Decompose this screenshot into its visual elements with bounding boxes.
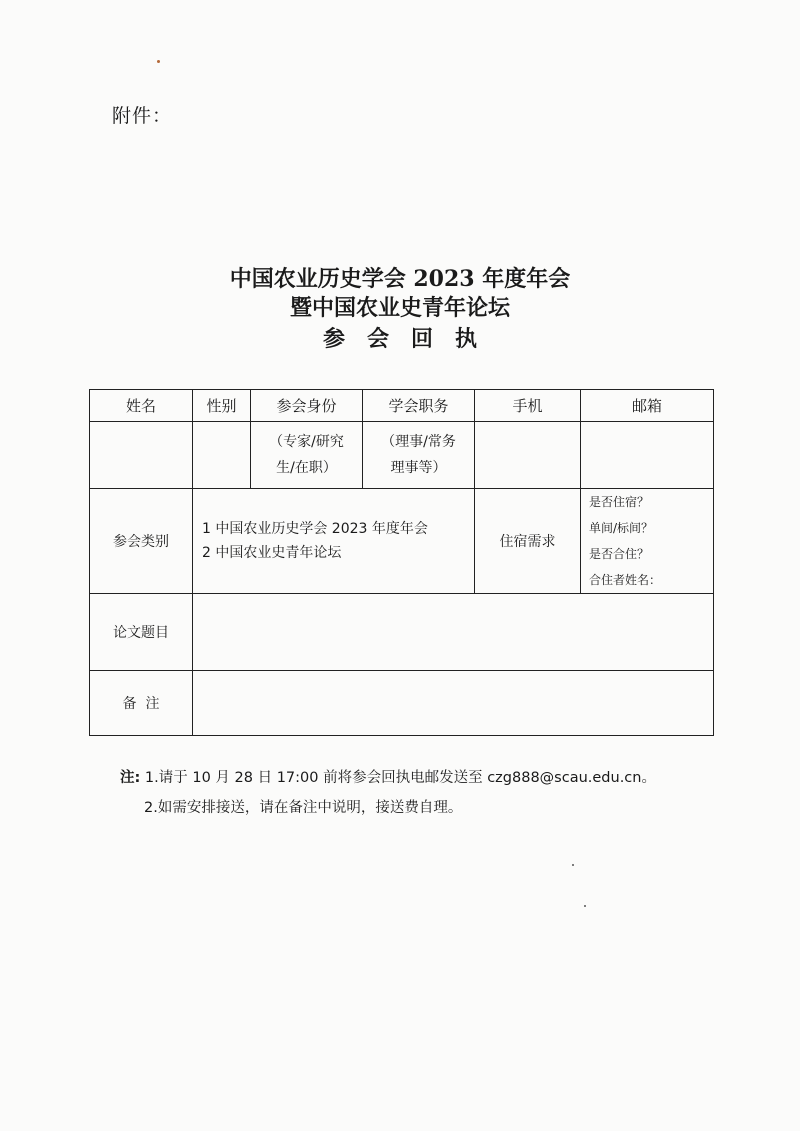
position-hint-line1: （理事/常务 [381,434,456,450]
lodging-question-2: 单间/标间？ [589,521,654,535]
lodging-question-3: 是否合住？ [589,547,650,561]
lodging-question-1: 是否住宿？ [589,495,650,509]
header-email: 邮箱 [581,390,714,422]
category-option-1: 1 中国农业历史学会 2023 年度年会 [202,521,428,537]
scan-speck [572,864,574,866]
registration-form-table [89,389,714,736]
form-title: 参会回执 [322,326,499,352]
category-option-2: 2 中国农业史青年论坛 [202,545,342,561]
category-label: 参会类别 [90,489,193,594]
identity-hint-line2: 生/在职） [276,460,337,476]
name-field[interactable] [90,422,193,489]
notes-prefix: 注: [120,770,141,786]
lodging-question-4: 合住者姓名： [589,573,662,587]
note-2-text: 2.如需安排接送，请在备注中说明，接送费自理。 [144,800,463,816]
document-title: 中国农业历史学会 2023 年度年会 [229,266,571,292]
paper-title-label: 论文题目 [90,594,193,671]
header-row [90,390,714,422]
header-gender: 性别 [193,390,251,422]
position-field[interactable] [363,422,475,489]
gender-field[interactable] [193,422,251,489]
attachment-label: 附件： [112,105,173,127]
lodging-label: 住宿需求 [475,489,581,594]
lodging-options[interactable] [581,489,714,594]
paper-row [90,594,714,671]
document-subtitle: 暨中国农业史青年论坛 [289,295,510,321]
header-phone: 手机 [475,390,581,422]
header-name: 姓名 [90,390,193,422]
header-position: 学会职务 [363,390,475,422]
position-hint-line2: 理事等） [390,460,447,476]
phone-field[interactable] [475,422,581,489]
scan-speck [584,905,586,907]
identity-hint-line1: （专家/研究 [269,434,344,450]
entry-row [90,422,714,489]
remarks-label: 备 注 [90,671,193,736]
notes-block [120,763,656,823]
header-identity: 参会身份 [251,390,363,422]
note-line-1 [120,763,656,793]
email-field[interactable] [581,422,714,489]
remarks-field[interactable] [193,671,714,736]
note-1-text: 1.请于 10 月 28 日 17:00 前将参会回执电邮发送至 czg888@scau.edu.cn。 [144,770,656,786]
paper-title-field[interactable] [193,594,714,671]
category-row [90,489,714,594]
identity-field[interactable] [251,422,363,489]
scan-speck [157,60,160,63]
category-options[interactable] [193,489,475,594]
remarks-row [90,671,714,736]
